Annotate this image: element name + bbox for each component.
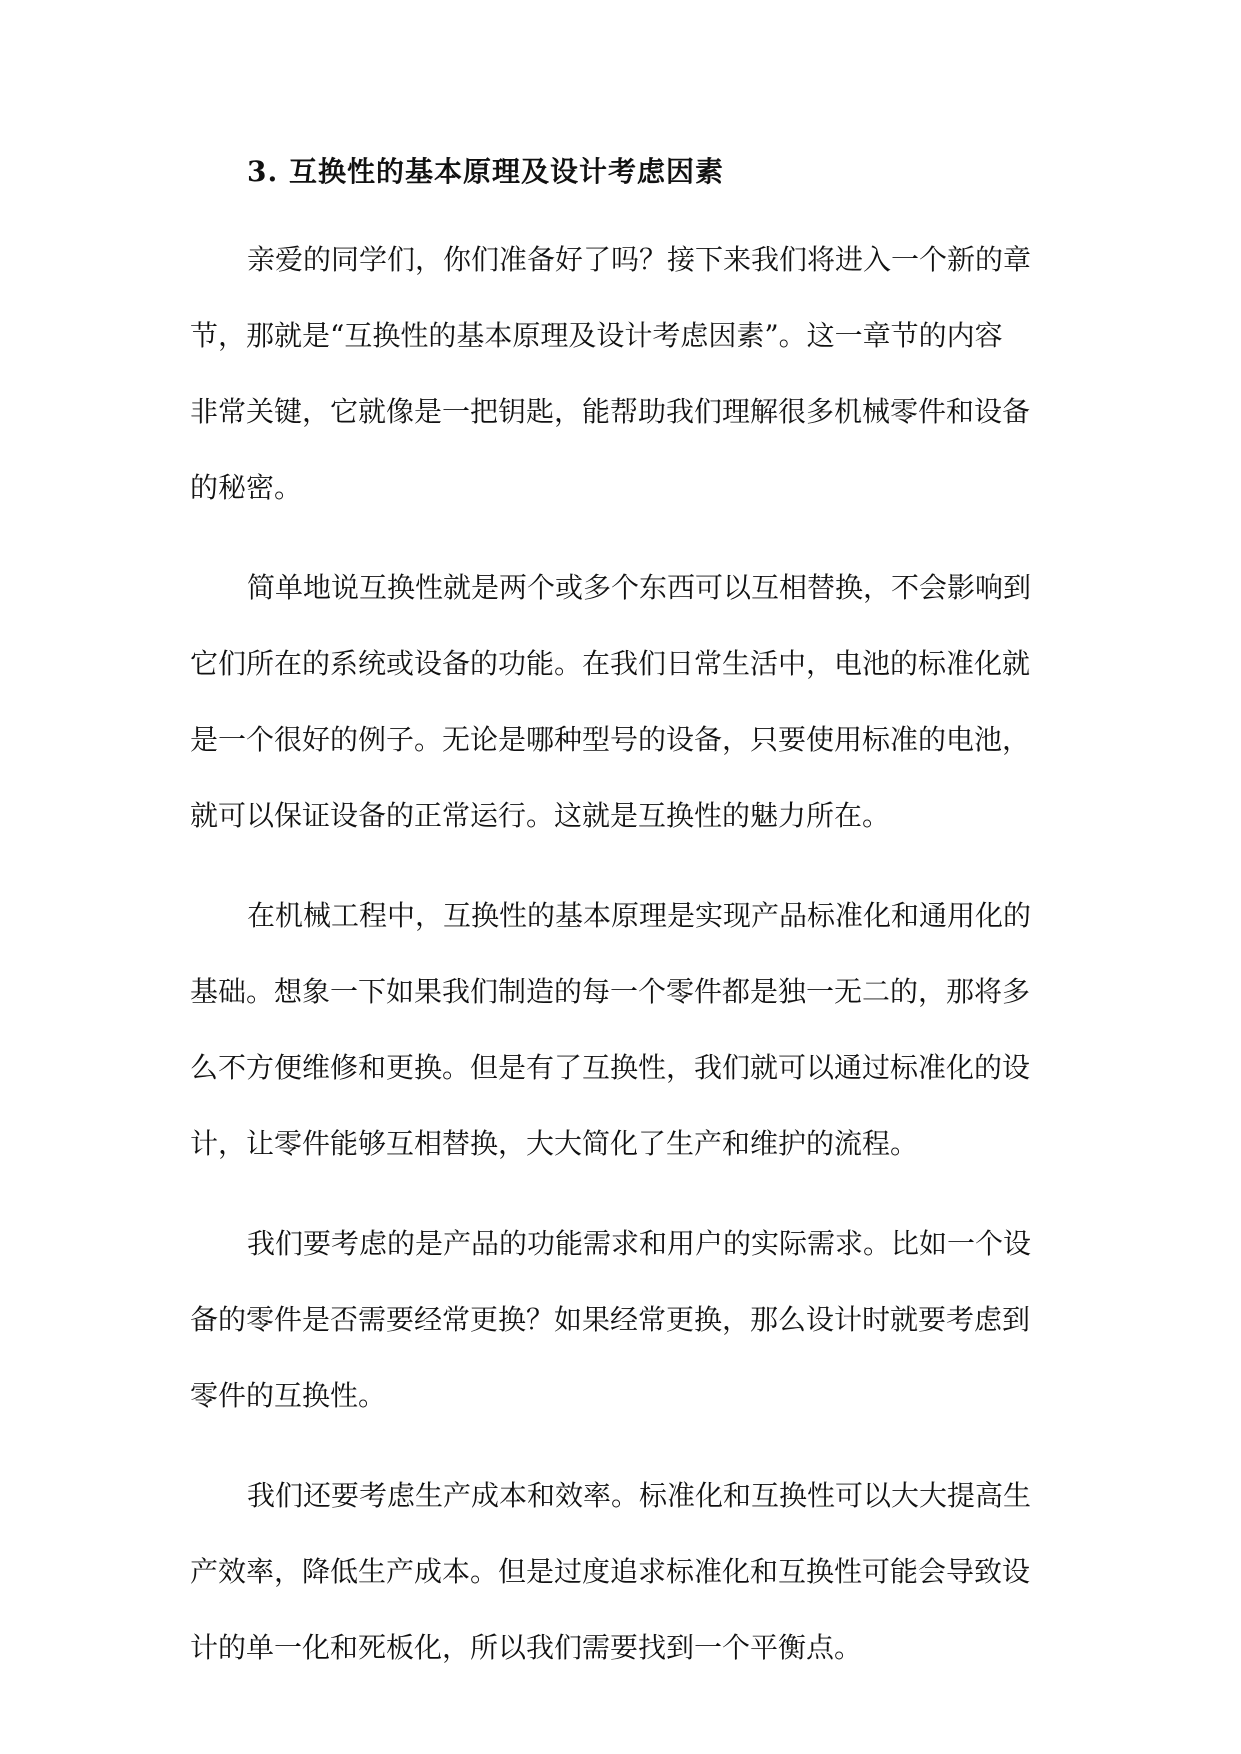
paragraph-line: 么不方便维修和更换。但是有了互换性，我们就可以通过标准化的设 bbox=[190, 1051, 1031, 1084]
paragraph-line: 我们要考虑的是产品的功能需求和用户的实际需求。比如一个设 bbox=[247, 1227, 1032, 1260]
paragraph-line: 基础。想象一下如果我们制造的每一个零件都是独一无二的，那将多 bbox=[190, 975, 1031, 1008]
paragraph-line: 计，让零件能够互相替换，大大简化了生产和维护的流程。 bbox=[190, 1127, 919, 1160]
paragraph-line: 就可以保证设备的正常运行。这就是互换性的魅力所在。 bbox=[190, 799, 891, 832]
paragraph-line: 产效率，降低生产成本。但是过度追求标准化和互换性可能会导致设 bbox=[190, 1555, 1031, 1588]
paragraph-line: 它们所在的系统或设备的功能。在我们日常生活中，电池的标准化就 bbox=[190, 647, 1031, 680]
paragraph bbox=[190, 1206, 1052, 1434]
paragraph bbox=[190, 878, 1052, 1182]
paragraph-line: 我们还要考虑生产成本和效率。标准化和互换性可以大大提高生 bbox=[247, 1479, 1032, 1512]
paragraph-line: 非常关键，它就像是一把钥匙，能帮助我们理解很多机械零件和设备 bbox=[190, 395, 1031, 428]
paragraph-line: 计的单一化和死板化，所以我们需要找到一个平衡点。 bbox=[190, 1631, 863, 1664]
paragraph-line: 简单地说互换性就是两个或多个东西可以互相替换，不会影响到 bbox=[247, 571, 1032, 604]
paragraph-line: 节，那就是“互换性的基本原理及设计考虑因素”。这一章节的内容 bbox=[190, 319, 1003, 352]
paragraph bbox=[190, 1458, 1052, 1686]
paragraph-line: 备的零件是否需要经常更换？如果经常更换，那么设计时就要考虑到 bbox=[190, 1303, 1031, 1336]
paragraph bbox=[190, 222, 1052, 526]
paragraph bbox=[190, 550, 1052, 854]
paragraph-line: 亲爱的同学们，你们准备好了吗？接下来我们将进入一个新的章 bbox=[247, 243, 1032, 276]
paragraph-line: 是一个很好的例子。无论是哪种型号的设备，只要使用标准的电池， bbox=[190, 723, 1031, 756]
paragraph-line: 在机械工程中，互换性的基本原理是实现产品标准化和通用化的 bbox=[247, 899, 1032, 932]
document-body bbox=[190, 146, 1052, 1686]
section-heading: 3. 互换性的基本原理及设计考虑因素 bbox=[247, 155, 724, 188]
paragraph-line: 的秘密。 bbox=[190, 471, 303, 504]
paragraph-line: 零件的互换性。 bbox=[190, 1379, 387, 1412]
